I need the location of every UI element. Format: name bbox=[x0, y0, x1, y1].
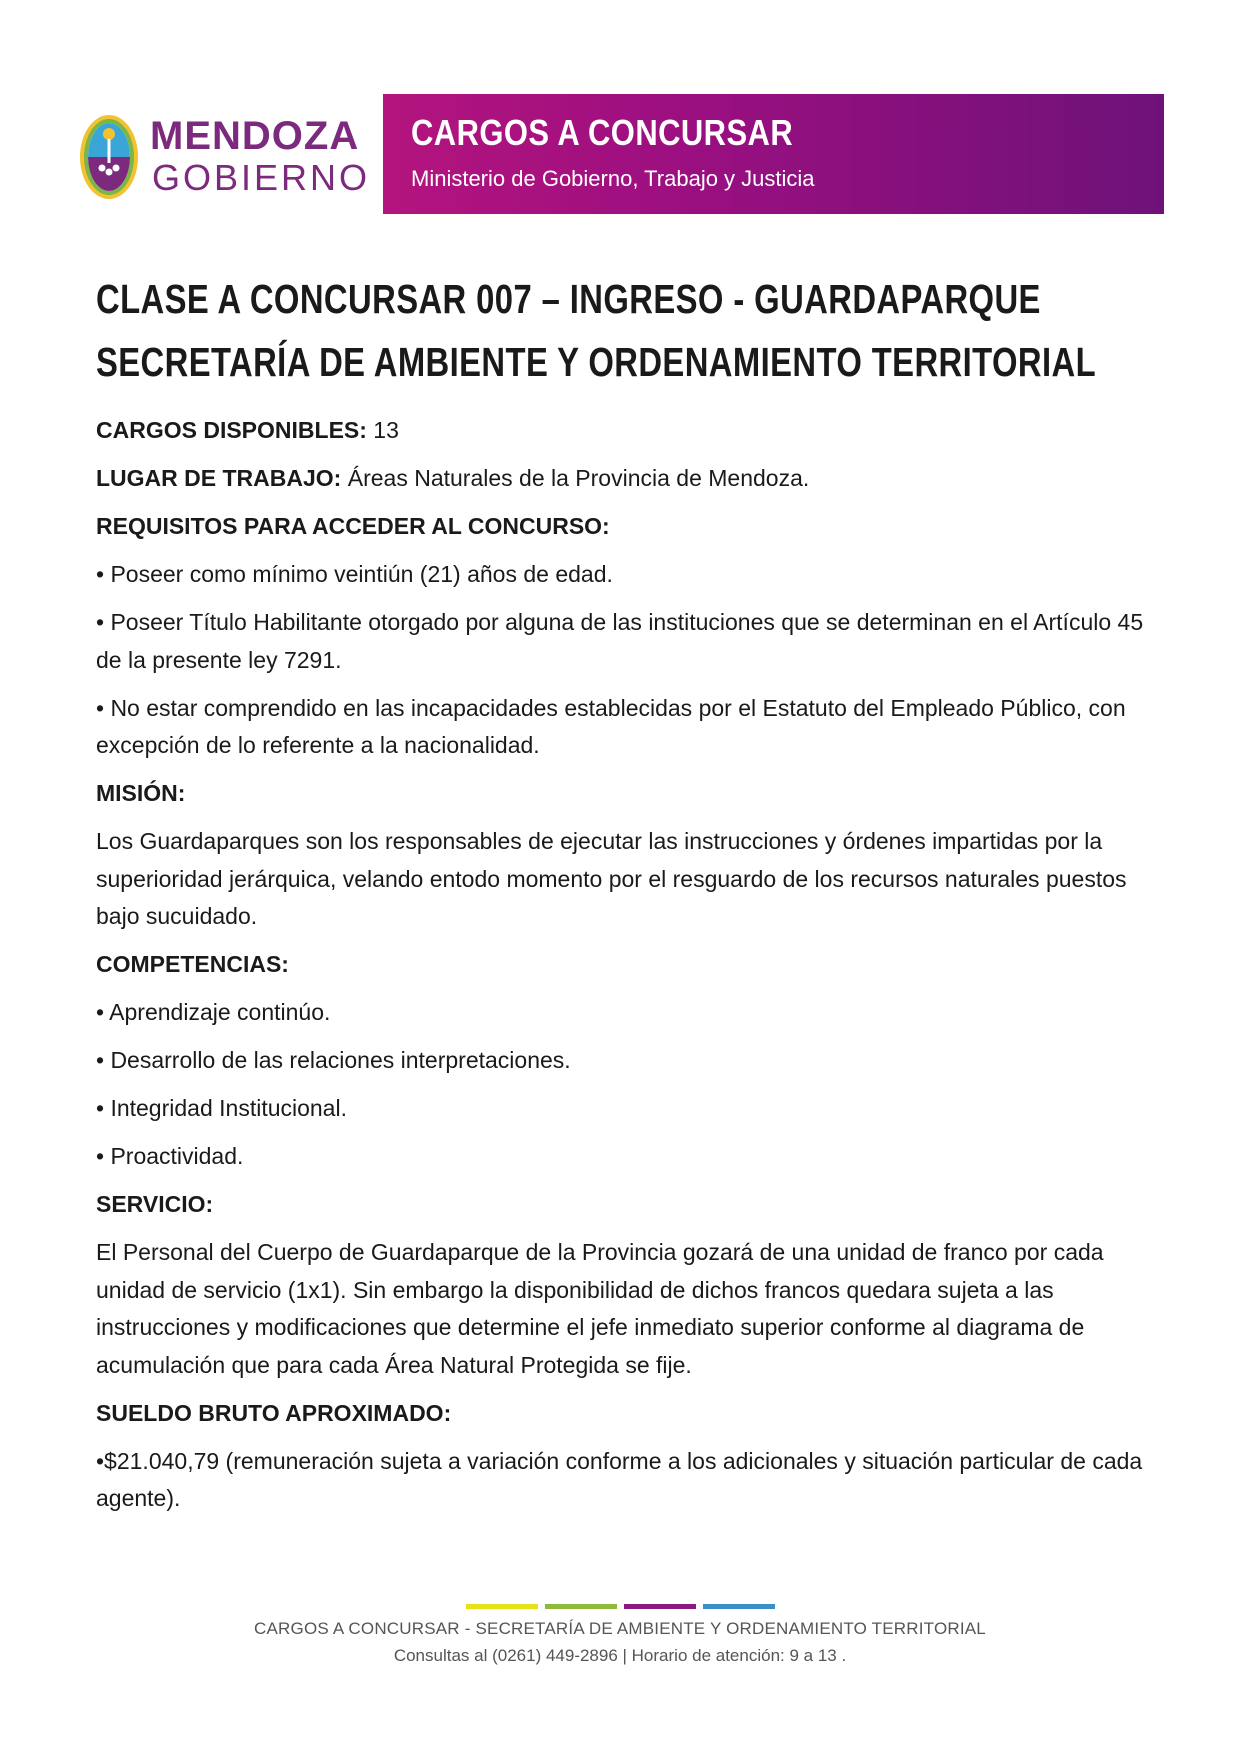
requisito-item: • Poseer como mínimo veintiún (21) años de edad. bbox=[96, 561, 613, 587]
footer-color-bars bbox=[466, 1604, 776, 1610]
mendoza-gobierno-logo bbox=[78, 108, 371, 206]
banner-title: CARGOS A CONCURSAR bbox=[411, 112, 794, 153]
document-body bbox=[96, 412, 1166, 1528]
mision-text: Los Guardaparques son los responsables de ejecutar las instrucciones y órdenes impartidas por la superioridad jerárquica, velando entodo momento por el resguardo de los recursos naturales puestos bajo sucuidado. bbox=[96, 828, 1127, 929]
lugar-label: LUGAR DE TRABAJO: bbox=[96, 465, 342, 491]
page-title bbox=[96, 268, 1176, 394]
provincial-shield-icon bbox=[78, 112, 140, 202]
requisito-item: • Poseer Título Habilitante otorgado por alguna de las instituciones que se determinan en el Artículo 45 de la presente ley 7291. bbox=[96, 609, 1144, 673]
cargos-label: CARGOS DISPONIBLES: bbox=[96, 417, 367, 443]
sueldo-heading: SUELDO BRUTO APROXIMADO: bbox=[96, 1399, 452, 1426]
cargos-value: 13 bbox=[366, 417, 399, 443]
footer-bar-purple bbox=[624, 1604, 696, 1609]
cargos-disponibles bbox=[96, 412, 1166, 450]
footer-title: CARGOS A CONCURSAR - SECRETARÍA DE AMBIENTE Y ORDENAMIENTO TERRITORIAL bbox=[254, 1619, 986, 1638]
footer-bar-yellow bbox=[466, 1604, 538, 1609]
footer-bar-green bbox=[545, 1604, 617, 1609]
title-line-1: CLASE A CONCURSAR 007 – INGRESO - GUARDAPARQUE bbox=[96, 276, 1041, 322]
requisitos-heading: REQUISITOS PARA ACCEDER AL CONCURSO: bbox=[96, 513, 610, 539]
competencia-item: • Desarrollo de las relaciones interpretaciones. bbox=[96, 1047, 571, 1073]
logo-text-gobierno: GOBIERNO bbox=[152, 157, 371, 198]
banner-subtitle: Ministerio de Gobierno, Trabajo y Justicia bbox=[411, 166, 815, 191]
footer-bar-blue bbox=[703, 1604, 775, 1609]
competencia-item: • Aprendizaje continúo. bbox=[96, 999, 331, 1025]
competencias-heading: COMPETENCIAS: bbox=[96, 951, 289, 977]
servicio-text: El Personal del Cuerpo de Guardaparque de la Provincia gozará de una unidad de franco por cada unidad de servicio (1x1). Sin embargo la disponibilidad de dichos francos quedara sujeta a las instrucciones y modificaciones que determine el jefe inmediato superior conforme al diagrama de acumulación que para cada Área Natural Protegida se fije. bbox=[96, 1239, 1104, 1378]
requisito-item: • No estar comprendido en las incapacidades establecidas por el Estatuto del Empleado Público, con excepción de lo referente a la nacionalidad. bbox=[96, 694, 1126, 758]
mision-heading: MISIÓN: bbox=[96, 780, 186, 806]
competencia-item: • Proactividad. bbox=[96, 1143, 244, 1169]
header-banner bbox=[383, 94, 1164, 214]
servicio-heading: SERVICIO: bbox=[96, 1191, 214, 1217]
title-line-2: SECRETARÍA DE AMBIENTE Y ORDENAMIENTO TERRITORIAL bbox=[96, 339, 1097, 385]
lugar-de-trabajo bbox=[96, 460, 1166, 498]
sueldo-text: •$21.040,79 (remuneración sujeta a variación conforme a los adicionales y situación particular de cada agente). bbox=[96, 1447, 1143, 1511]
footer-contact: Consultas al (0261) 449-2896 | Horario de atención: 9 a 13 . bbox=[393, 1646, 847, 1665]
logo-text-mendoza: MENDOZA bbox=[150, 114, 360, 158]
lugar-value: Áreas Naturales de la Provincia de Mendoza. bbox=[341, 465, 810, 491]
competencia-item: • Integridad Institucional. bbox=[96, 1095, 347, 1121]
